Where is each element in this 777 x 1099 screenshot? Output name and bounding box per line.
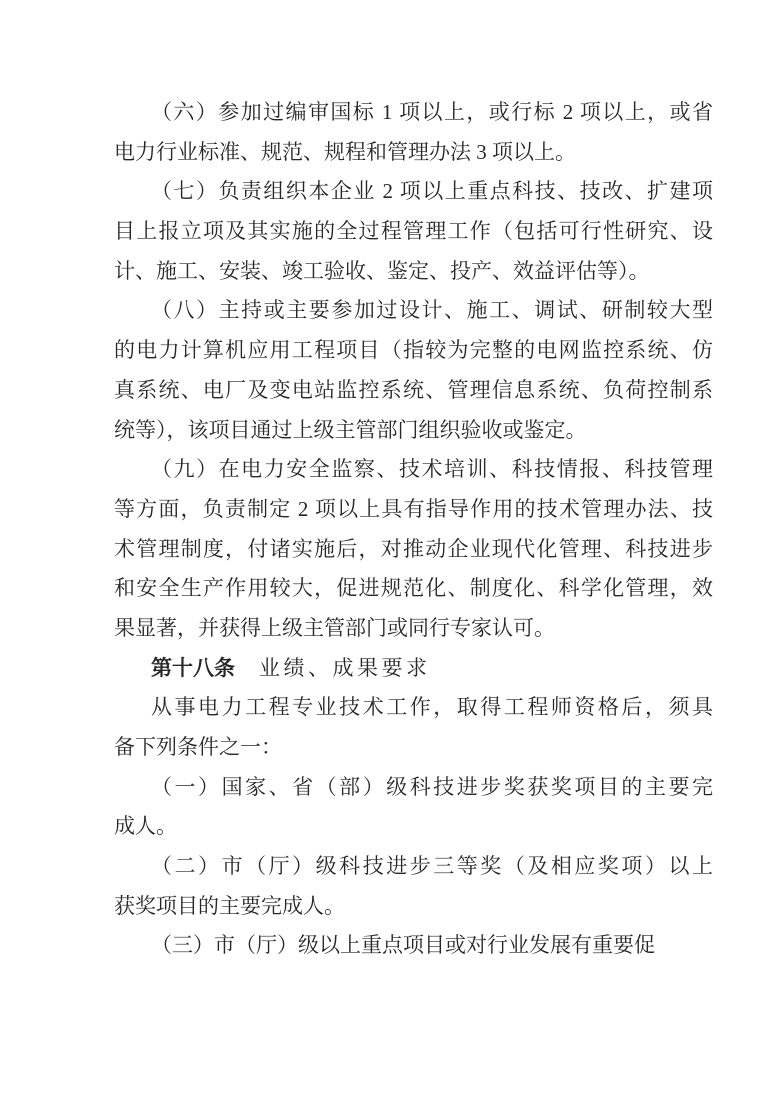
section-title: 业绩、成果要求 (259, 655, 431, 680)
paragraph (114, 688, 713, 767)
text-line: （一）国家、省（部）级科技进步奖获奖项目的主要完 (151, 774, 713, 799)
text-line: （八）主持或主要参加过设计、施工、调试、研制较大型 (151, 298, 713, 323)
text-line: 从事电力工程专业技术工作，取得工程师资格后，须具 (151, 695, 713, 720)
text-line: 成人。 (114, 814, 177, 839)
text-line: 的电力计算机应用工程项目（指较为完整的电网监控系统、仿 (114, 338, 713, 363)
text-line: （三）市（厅）级以上重点项目或对行业发展有重要促 (151, 933, 655, 958)
text-line (114, 649, 713, 689)
text-line: 目上报立项及其实施的全过程管理工作（包括可行性研究、设 (114, 219, 713, 244)
paragraph (114, 450, 713, 648)
section-heading (114, 649, 713, 689)
paragraph (114, 291, 713, 450)
paragraph (114, 926, 713, 966)
document-text (114, 93, 713, 966)
section-number: 第十八条 (151, 655, 235, 680)
text-line: 计、施工、安装、竣工验收、鉴定、投产、效益评估等）。 (114, 258, 650, 283)
paragraph (114, 93, 713, 172)
text-line: 术管理制度，付诸实施后，对推动企业现代化管理、科技进步 (114, 536, 713, 561)
text-line: 统等），该项目通过上级主管部门组织验收或鉴定。 (114, 417, 587, 442)
text-line: 备下列条件之一： (114, 735, 282, 759)
paragraph (114, 768, 713, 847)
text-line: 电力行业标准、规范、规程和管理办法 3 项以上。 (114, 139, 576, 164)
text-line: 果显著，并获得上级主管部门或同行专家认可。 (114, 615, 555, 640)
text-line: 和安全生产作用较大，促进规范化、制度化、科学化管理，效 (114, 576, 713, 601)
text-line: 等方面，负责制定 2 项以上具有指导作用的技术管理办法、技 (114, 496, 713, 521)
text-line: （二）市（厅）级科技进步三等奖（及相应奖项）以上 (151, 854, 713, 879)
text-line: （七）负责组织本企业 2 项以上重点科技、技改、扩建项 (151, 179, 713, 204)
text-line: 获奖项目的主要完成人。 (114, 893, 345, 918)
paragraph (114, 847, 713, 926)
text-line: （九）在电力安全监察、技术培训、科技情报、科技管理 (151, 457, 713, 482)
text-line: （六）参加过编审国标 1 项以上，或行标 2 项以上，或省 (151, 100, 713, 124)
paragraph (114, 172, 713, 291)
text-line: 真系统、电厂及变电站监控系统、管理信息系统、负荷控制系 (114, 377, 713, 402)
